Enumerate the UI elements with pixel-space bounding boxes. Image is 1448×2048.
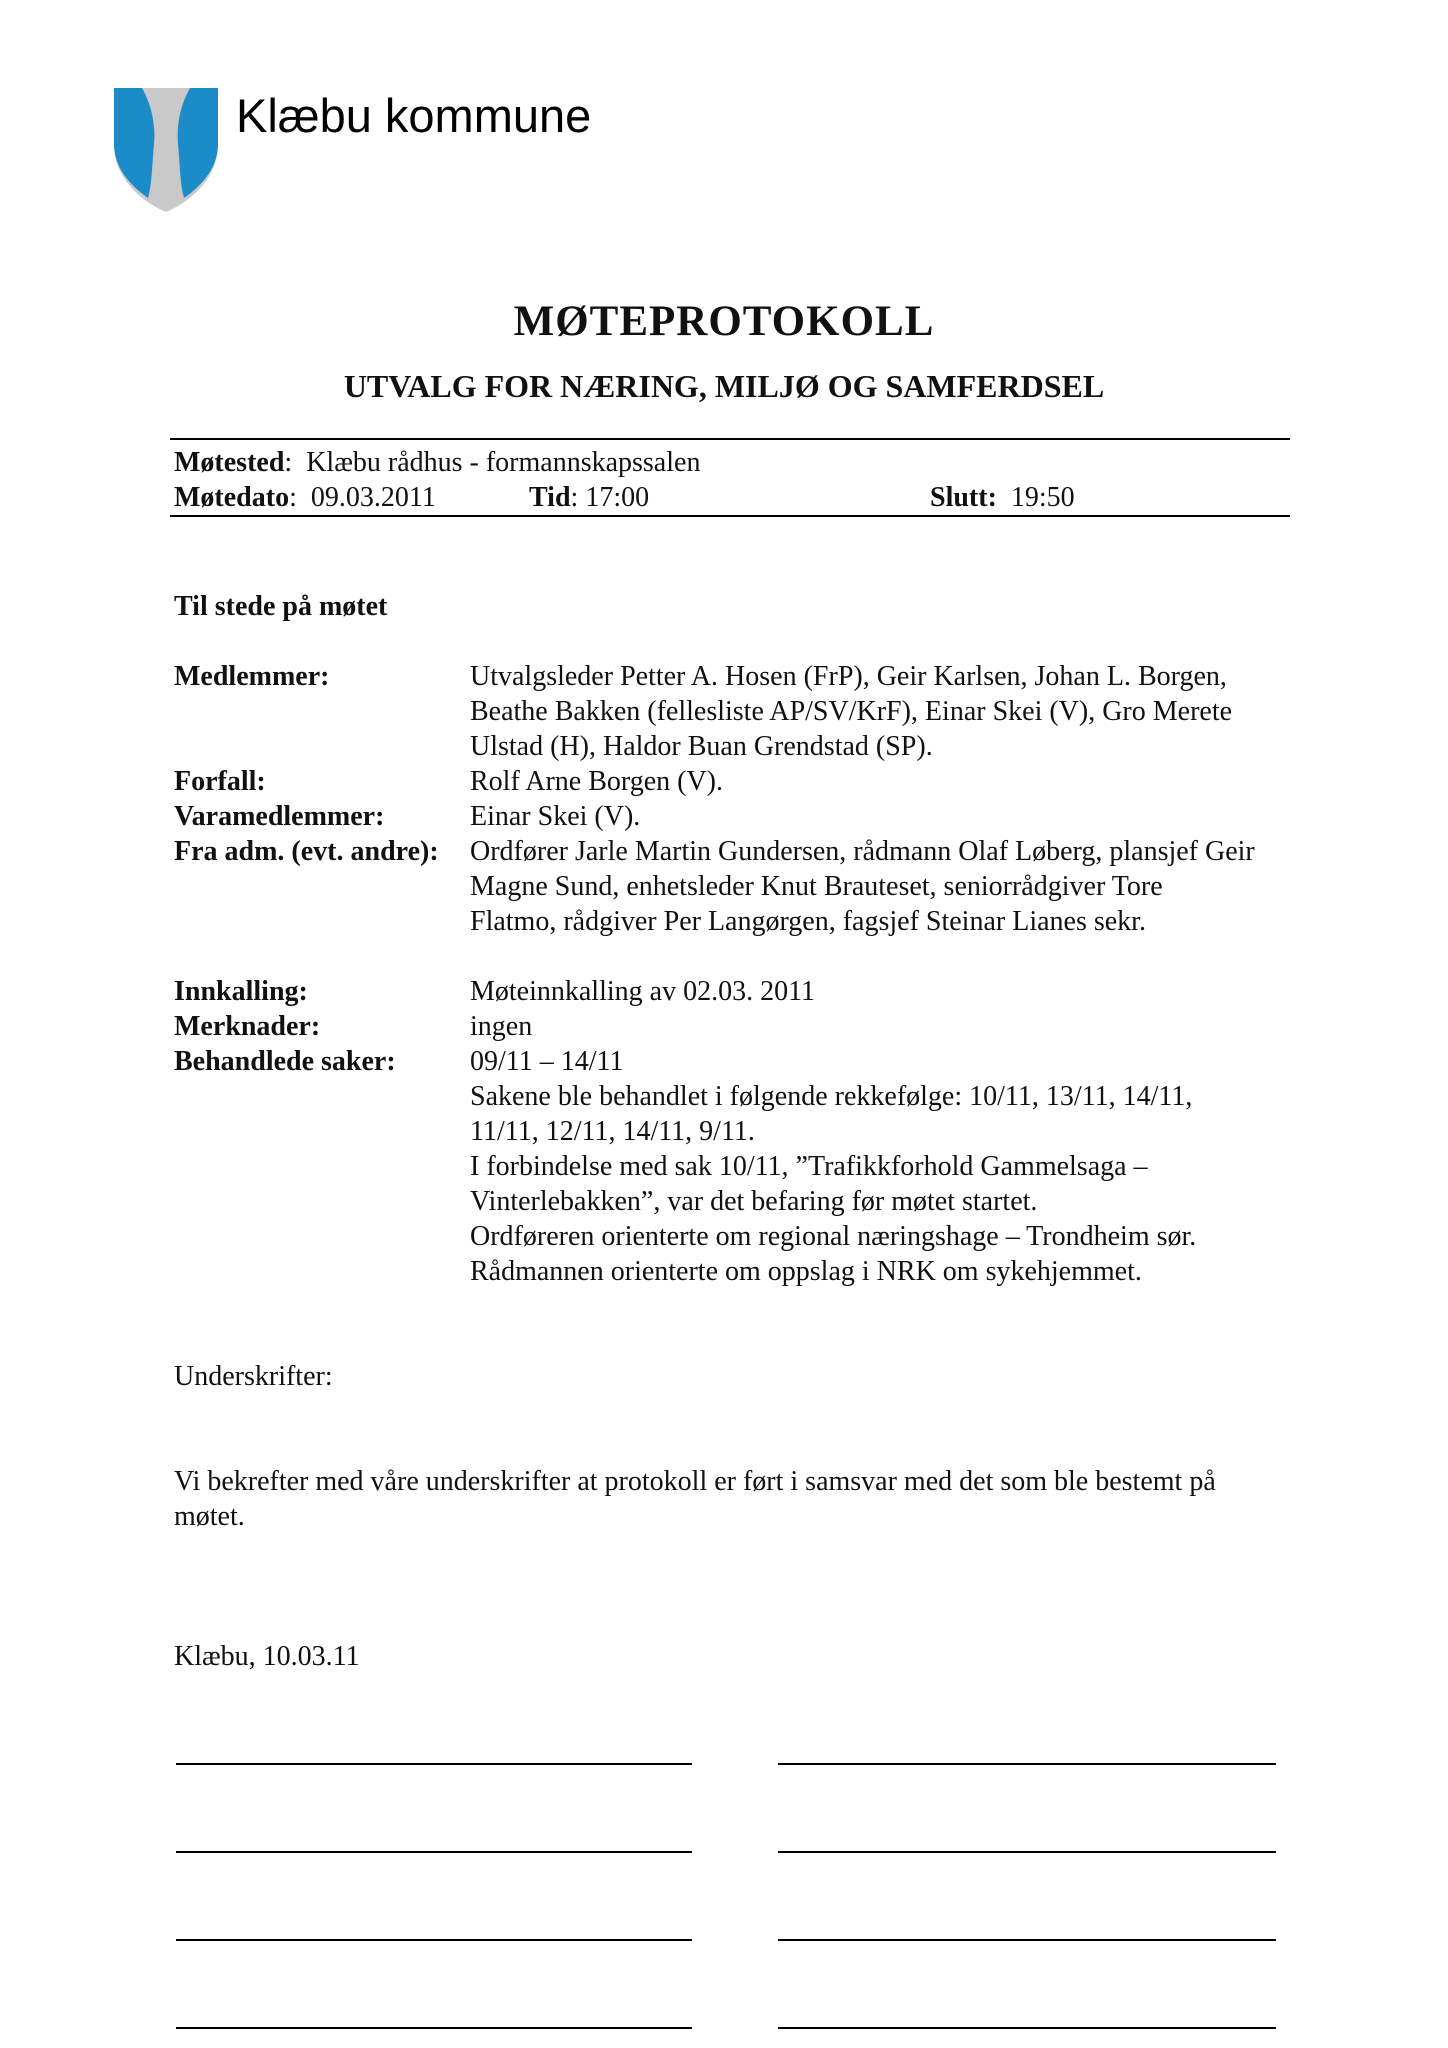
meeting-end-value: 19:50 — [1010, 482, 1075, 513]
remarks-value: ingen — [470, 1011, 533, 1042]
absent-label: Forfall: — [174, 766, 266, 797]
meeting-date-row: Møtedato: 09.03.2011 Tid: 17:00 Slutt: 19:50 — [174, 482, 1075, 513]
divider-top — [170, 438, 1290, 440]
meeting-end — [930, 480, 1075, 515]
meeting-time-label: Tid — [529, 482, 571, 513]
meeting-place-row: Møtested: Klæbu rådhus - formannskapssalen — [174, 447, 701, 478]
deputies-value: Einar Skei (V). — [470, 801, 641, 832]
cases-line: 11/11, 12/11, 14/11, 9/11. — [470, 1116, 755, 1147]
signature-line — [176, 1939, 692, 1941]
divider-bottom — [170, 515, 1290, 517]
cases-line: Ordføreren orienterte om regional næringshage – Trondheim sør. — [470, 1221, 1197, 1252]
meeting-time: Tid: 17:00 — [529, 482, 650, 513]
meeting-date-label: Møtedato — [174, 482, 290, 513]
summons-label: Innkalling: — [174, 976, 308, 1007]
members-line: Ulstad (H), Haldor Buan Grendstad (SP). — [470, 731, 933, 762]
document-title: MØTEPROTOKOLL — [513, 298, 935, 345]
admin-value — [470, 834, 1290, 939]
cases-line: Sakene ble behandlet i følgende rekkefølge: 10/11, 13/11, 14/11, — [470, 1081, 1193, 1112]
signatures-heading: Underskrifter: — [174, 1361, 333, 1392]
meeting-date-value: 09.03.2011 — [310, 482, 436, 513]
signature-line — [778, 1939, 1276, 1941]
confirmation-line: møtet. — [174, 1501, 245, 1532]
signature-line — [778, 1763, 1276, 1765]
organization-name: Klæbu kommune — [236, 89, 592, 142]
members-value — [470, 659, 1290, 764]
cases-line: Vinterlebakken”, var det befaring før møtet startet. — [470, 1186, 1038, 1217]
cases-line: 09/11 – 14/11 — [470, 1046, 624, 1077]
confirmation-text — [174, 1464, 1294, 1534]
admin-line: Ordfører Jarle Martin Gundersen, rådmann Olaf Løberg, plansjef Geir — [470, 836, 1255, 867]
attendance-heading: Til stede på møtet — [174, 591, 388, 622]
signature-line — [176, 1763, 692, 1765]
cases-line: Rådmannen orienterte om oppslag i NRK om sykehjemmet. — [470, 1256, 1142, 1287]
deputies-label: Varamedlemmer: — [174, 801, 385, 832]
members-line: Utvalgsleder Petter A. Hosen (FrP), Geir Karlsen, Johan L. Borgen, — [470, 661, 1227, 692]
meeting-end-label: Slutt: — [930, 482, 997, 513]
signature-line — [176, 1851, 692, 1853]
confirmation-line: Vi bekrefter med våre underskrifter at protokoll er ført i samsvar med det som ble bestemt på — [174, 1466, 1216, 1497]
signature-line — [778, 1851, 1276, 1853]
meeting-time-value: 17:00 — [585, 482, 650, 513]
cases-label: Behandlede saker: — [174, 1046, 396, 1077]
document-subtitle: UTVALG FOR NÆRING, MILJØ OG SAMFERDSEL — [343, 368, 1105, 404]
members-label: Medlemmer: — [174, 661, 330, 692]
coat-of-arms-icon — [112, 86, 220, 214]
signature-line — [778, 2027, 1276, 2029]
place-date: Klæbu, 10.03.11 — [174, 1641, 360, 1672]
meeting-place-value: Klæbu rådhus - formannskapssalen — [306, 447, 701, 478]
signature-line — [176, 2027, 692, 2029]
remarks-label: Merknader: — [174, 1011, 321, 1042]
admin-line: Flatmo, rådgiver Per Langørgen, fagsjef Steinar Lianes sekr. — [470, 906, 1146, 937]
cases-value — [470, 1044, 1290, 1289]
admin-line: Magne Sund, enhetsleder Knut Brauteset, seniorrådgiver Tore — [470, 871, 1163, 902]
absent-value: Rolf Arne Borgen (V). — [470, 766, 723, 797]
meeting-place-label: Møtested — [174, 447, 285, 478]
cases-line: I forbindelse med sak 10/11, ”Trafikkforhold Gammelsaga – — [470, 1151, 1148, 1182]
members-line: Beathe Bakken (fellesliste AP/SV/KrF), Einar Skei (V), Gro Merete — [470, 696, 1233, 727]
admin-label: Fra adm. (evt. andre): — [174, 836, 439, 867]
summons-value: Møteinnkalling av 02.03. 2011 — [470, 976, 816, 1007]
